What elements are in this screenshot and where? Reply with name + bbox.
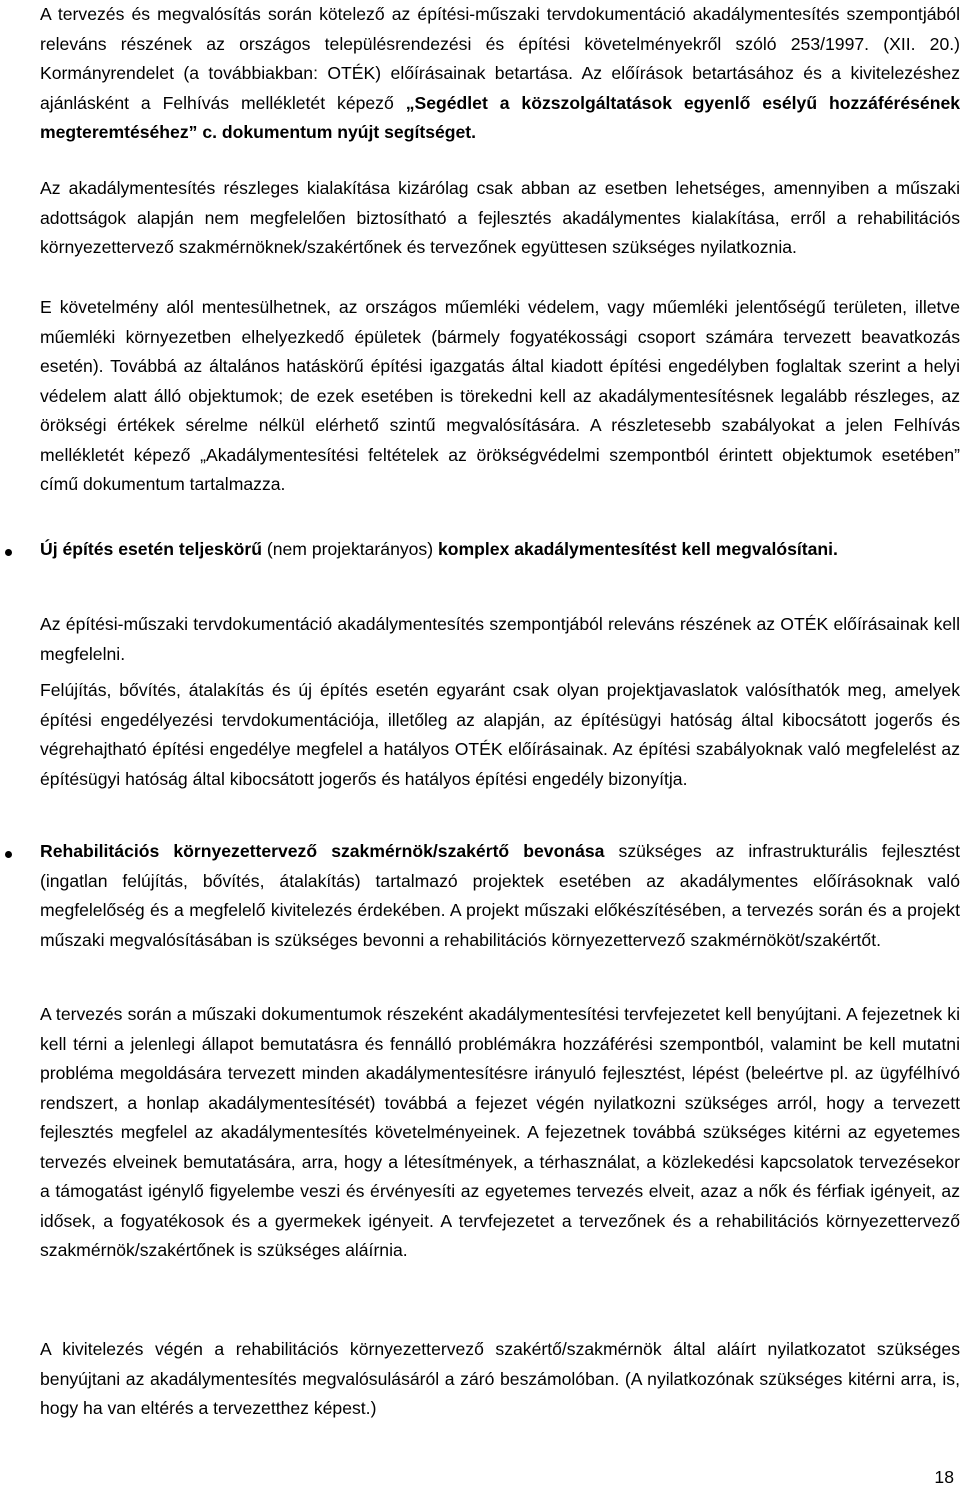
bullet-bold-text: komplex akadálymentesítést kell megvalósítani. bbox=[437, 539, 838, 559]
bullet-bold-text: Rehabilitációs környezettervező szakmérnök/szakértő bevonása bbox=[40, 841, 605, 861]
paragraph-otek-compliance bbox=[40, 610, 960, 670]
bullet-new-construction bbox=[40, 535, 960, 595]
bullet-icon bbox=[0, 544, 16, 560]
guideline-document-reference: „Segédlet a közszolgáltatások egyenlő esélyű hozzáférésének megteremtéséhez” c. dokumentum nyújt segítséget. bbox=[40, 92, 960, 142]
bullet-normal-text: (nem projektarányos) bbox=[261, 539, 438, 559]
paragraph-text: A tervezés és megvalósítás során kötelező az építési-műszaki tervdokumentáció akadálymentesítés szempontjából releváns részének az országos településrendezési és építési követelményekről szóló 253/1997. (XII. 20.) Kormányrendelet (a továbbiakban: OTÉK) előírásainak betartása. bbox=[40, 4, 960, 83]
paragraph-renovation-permits bbox=[40, 676, 960, 824]
paragraph-partial-accessibility bbox=[40, 174, 960, 292]
paragraph-closing-statement bbox=[40, 1335, 960, 1425]
paragraph-accessibility-plan-chapter bbox=[40, 1000, 960, 1324]
paragraph-text: Felújítás, bővítés, átalakítás és új építés esetén egyaránt csak olyan projektjavaslatok valósíthatók meg, amelyek építési engedélyezési tervdokumentációja, illetőleg az alapján, az építésügyi hatóság által kibocsátott jogerős és végrehajtható építési engedélye megfelel a hatályos OTÉK előírásainak. Az építési szabályoknak való megfelelést az építésügyi hatóság által kibocsátott jogerős és hatályos építési engedély bizonyítja. bbox=[40, 680, 960, 789]
paragraph-text: Az építési-műszaki tervdokumentáció akadálymentesítés szempontjából releváns részének az OTÉK előírásainak kell megfelelni. bbox=[40, 614, 960, 664]
paragraph-text: E követelmény alól mentesülhetnek, az országos műemléki védelem, vagy műemléki jelentőségű területen, illetve műemléki környezetben elhelyezkedő épületek (bármely fogyatékossági csoport számára tervezett beavatkozás esetén). Továbbá az általános hatáskörű építési igazgatás által kiadott építési engedélyben foglaltak szerint a helyi védelem alatt álló objektumok; de ezek esetében is törekedni kell az akadálymentesítésnek legalább részleges, az örökségi értékek sérelme nélkül elérhető szintű megvalósítására. A részletesebb szabályokat a jelen Felhívás mellékletét képező „Akadálymentesítési feltételek az örökségvédelmi szempontból érintett objektumok esetében” című dokumentum tartalmazza. bbox=[40, 297, 960, 494]
paragraph-text-continued: Az előírások betartásához és a kivitelezéshez ajánlásként a Felhívás mellékletét képező bbox=[40, 63, 960, 113]
bullet-rehabilitation-expert bbox=[40, 837, 960, 985]
bullet-bold-text: Új építés esetén teljeskörű bbox=[40, 539, 262, 559]
paragraph-text: A kivitelezés végén a rehabilitációs környezettervező szakértő/szakmérnök által aláírt nyilatkozatot szükséges benyújtani az akadálymentesítés megvalósulásáról a záró beszámolóban. (A nyilatkozónak szükséges kitérni arra, is, hogy ha van eltérés a tervezetthez képest.) bbox=[40, 1339, 960, 1418]
paragraph-text: A tervezés során a műszaki dokumentumok részeként akadálymentesítési tervfejezetet kell benyújtani. A fejezetnek ki kell térni a jelenlegi állapot bemutatásra és fennálló problémákra hozzáférési szempontból, valamint be kell mutatni probléma megoldására tervezett minden akadálymentesítésre irányuló fejlesztést, lépést (beleértve pl. az ügyfélhívó rendszert, a honlap akadálymentesítését) továbbá a fejezet végén nyilatkozni szükséges arról, hogy a tervezett fejlesztés megfelel az akadálymentesítés követelményeinek. A fejezetnek továbbá szükséges kitérni az egyetemes tervezés elveinek bemutatására, arra, hogy a létesítmények, a térhasználat, a közlekedési kapcsolatok tervezésekor a támogatást igénylő figyelembe veszi és érvényesíti az egyetemes tervezés elveit, azaz a nők és férfiak igényeit, az idősek, a fogyatékosok és a gyermekek igényeit. A tervfejezetet a tervezőnek és a rehabilitációs környezettervező szakmérnök/szakértőnek is szükséges aláírnia. bbox=[40, 1004, 960, 1260]
bullet-icon bbox=[0, 846, 16, 862]
paragraph-otek-requirements bbox=[40, 0, 960, 172]
page-number: 18 bbox=[934, 1467, 954, 1487]
paragraph-heritage-exemption bbox=[40, 293, 960, 523]
bullet-normal-text: szükséges az infrastrukturális fejlesztést (ingatlan felújítás, bővítés, átalakítás) tartalmazó projektek esetében az akadálymentes előírásoknak való megfelelőség és a megfelelő kivitelezés érdekében. A projekt műszaki előkészítésében, a tervezés során és a projekt műszaki megvalósításában is szükséges bevonni a rehabilitációs környezettervező szakmérnököt/szakértőt. bbox=[40, 841, 960, 950]
paragraph-text: Az akadálymentesítés részleges kialakítása kizárólag csak abban az esetben lehetséges, amennyiben a műszaki adottságok alapján nem megfelelően biztosítható a fejlesztés akadálymentes kialakítása, erről a rehabilitációs környezettervező szakmérnöknek/szakértőnek és tervezőnek együttesen szükséges nyilatkoznia. bbox=[40, 178, 960, 257]
